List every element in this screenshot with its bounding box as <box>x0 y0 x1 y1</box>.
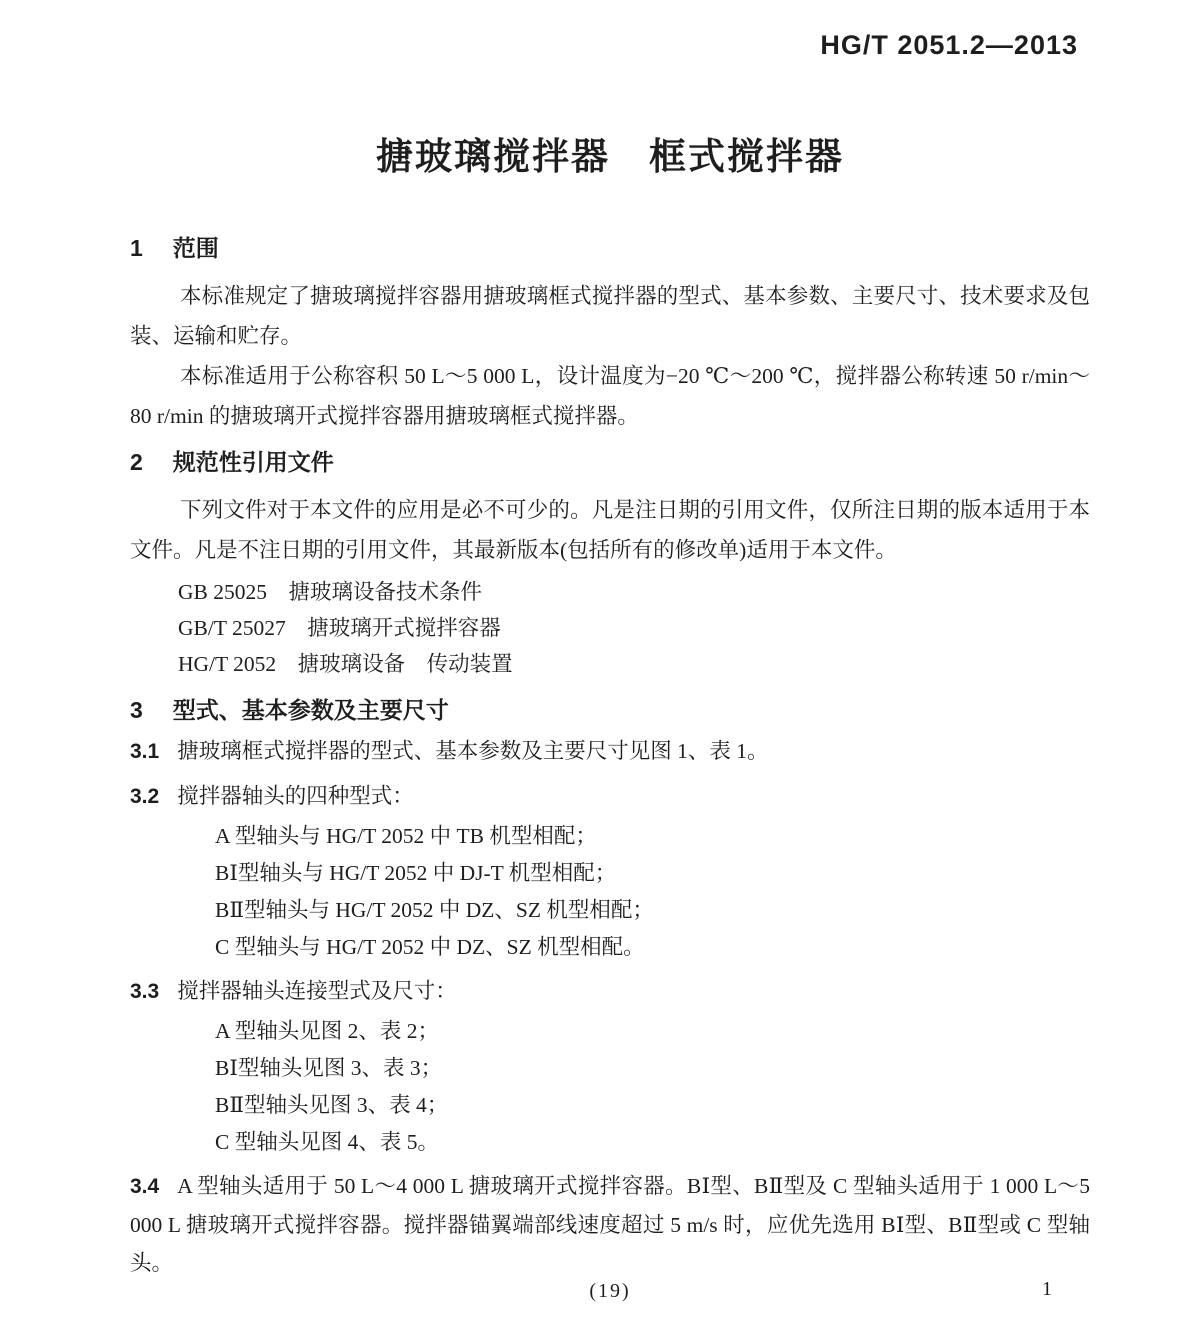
reference-item-gb25025: GB 25025 搪玻璃设备技术条件 <box>178 580 482 604</box>
section-2-number: 2 <box>130 449 143 475</box>
clause-3-1-number: 3.1 <box>130 740 160 763</box>
clause-3-4-text: A 型轴头适用于 50 L～4 000 L 搪玻璃开式搅拌容器。BⅠ型、BⅡ型及 C 型轴头适用于 1 000 L～5 000 L 搪玻璃开式搅拌容器。搅拌器锚翼端部线速度超过 5 m/s 时，应优先选用 BⅠ型、BⅡ型或 C 型轴头。 <box>130 1174 1090 1275</box>
section-1-title: 范围 <box>172 235 219 261</box>
standard-code: HG/T 2051.2—2013 <box>820 30 1078 60</box>
shaft-figure-item-b2: BⅡ型轴头见图 3、表 4； <box>215 1093 449 1117</box>
section-normative-references <box>130 446 1090 682</box>
shaft-figure-item-a: A 型轴头见图 2、表 2； <box>215 1019 439 1043</box>
reference-item-gbt25027: GB/T 25027 搪玻璃开式搅拌容器 <box>178 616 501 640</box>
shaft-type-item-b1: BⅠ型轴头与 HG/T 2052 中 DJ-T 机型相配； <box>215 861 617 885</box>
section-3-number: 3 <box>130 697 143 723</box>
section-1-heading <box>130 232 1090 264</box>
clause-3-1 <box>130 732 1090 771</box>
reference-list <box>130 574 1090 682</box>
clause-3-4 <box>130 1167 1090 1282</box>
shaft-head-type-list <box>130 818 1090 966</box>
clause-3-2 <box>130 777 1090 816</box>
page-content <box>130 0 1090 1282</box>
clause-3-3-number: 3.3 <box>130 980 160 1003</box>
section-1-number: 1 <box>130 235 143 261</box>
reference-item-hgt2052: HG/T 2052 搪玻璃设备 传动装置 <box>178 652 513 676</box>
section-3-heading <box>130 694 1090 726</box>
footer-sequence-number: (19) <box>589 1280 631 1302</box>
shaft-type-item-c: C 型轴头与 HG/T 2052 中 DZ、SZ 机型相配。 <box>215 935 645 959</box>
section-2-heading <box>130 446 1090 478</box>
clause-3-3-text: 搅拌器轴头连接型式及尺寸： <box>177 979 457 1003</box>
section-3-title: 型式、基本参数及主要尺寸 <box>172 697 449 723</box>
shaft-type-item-a: A 型轴头与 HG/T 2052 中 TB 机型相配； <box>215 824 597 848</box>
scope-paragraph-1: 本标准规定了搪玻璃搅拌容器用搪玻璃框式搅拌器的型式、基本参数、主要尺寸、技术要求及包装、运输和贮存。 <box>130 284 1090 348</box>
page-number: 1 <box>1042 1278 1052 1300</box>
scope-paragraph-2: 本标准适用于公称容积 50 L～5 000 L，设计温度为−20 ℃～200 ℃，搅拌器公称转速 50 r/min～80 r/min 的搪玻璃开式搅拌容器用搪玻璃框式搅拌器。 <box>130 364 1090 428</box>
page-footer <box>130 1280 1090 1306</box>
clause-3-2-text: 搅拌器轴头的四种型式： <box>177 784 414 808</box>
shaft-head-figure-list <box>130 1013 1090 1161</box>
clause-3-1-text: 搪玻璃框式搅拌器的型式、基本参数及主要尺寸见图 1、表 1。 <box>177 739 769 763</box>
clause-3-2-number: 3.2 <box>130 785 160 808</box>
shaft-type-item-b2: BⅡ型轴头与 HG/T 2052 中 DZ、SZ 机型相配； <box>215 898 654 922</box>
clause-3-4-number: 3.4 <box>130 1175 160 1198</box>
section-2-title: 规范性引用文件 <box>172 449 334 475</box>
shaft-figure-item-b1: BⅠ型轴头见图 3、表 3； <box>215 1056 443 1080</box>
section-scope <box>130 232 1090 436</box>
shaft-figure-item-c: C 型轴头见图 4、表 5。 <box>215 1130 439 1154</box>
section-types-parameters <box>130 694 1090 1282</box>
clause-3-3 <box>130 972 1090 1011</box>
document-title: 搪玻璃搅拌器 框式搅拌器 <box>376 136 844 177</box>
references-intro-paragraph: 下列文件对于本文件的应用是必不可少的。凡是注日期的引用文件，仅所注日期的版本适用于本文件。凡是不注日期的引用文件，其最新版本(包括所有的修改单)适用于本文件。 <box>130 498 1090 562</box>
